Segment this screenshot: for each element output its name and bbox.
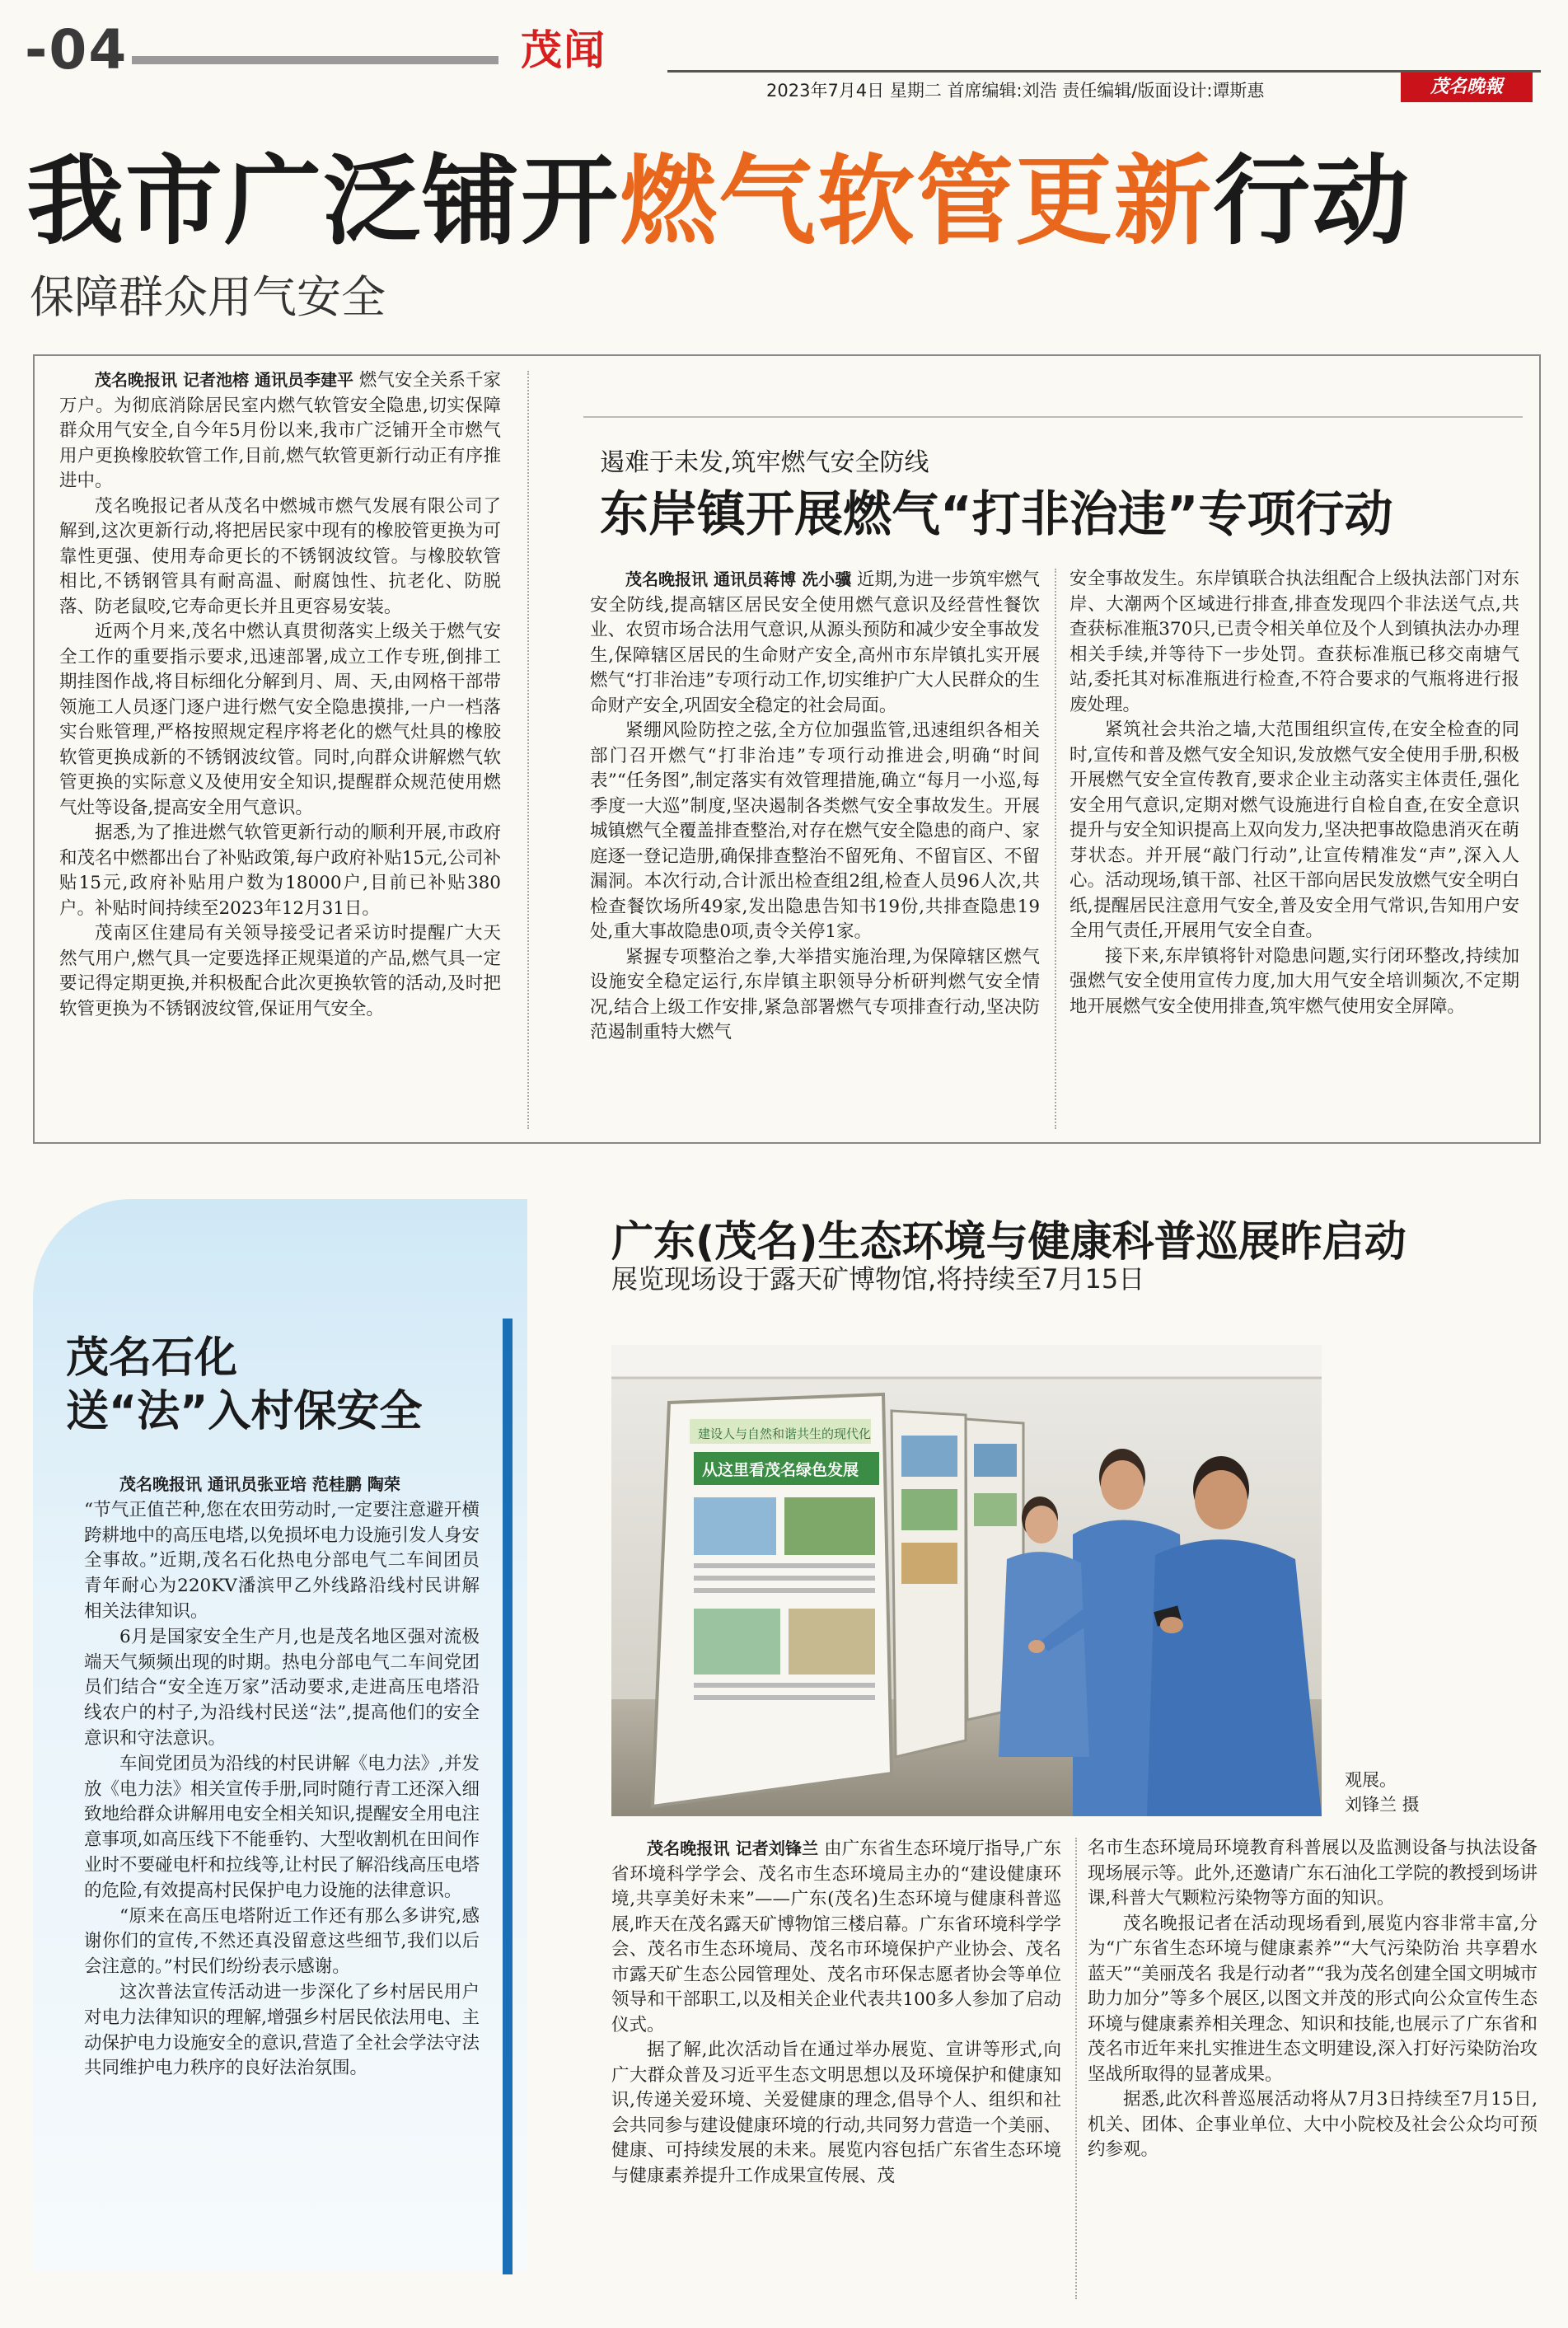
article4-paragraph: 由广东省生态环境厅指导,广东省环境科学学会、茂名市生态环境局主办的“建设健康环境,共享美好未来”——广东(茂名)生态环境与健康科普巡展,昨天在茂名露天矿博物馆三楼启幕。广东省环境科学学会、茂名市生态环境局、茂名市环境保护产业协会、茂名市露天矿生态公园管理处、茂名市环保志愿者协会等单位领导和干部职工,以及相关企业代表共100多人参加了启动仪式。 [611,1839,1061,2035]
column-divider [527,371,529,1129]
article2-paragraph: 紧筑社会共治之墙,大范围组织宣传,在安全检查的同时,宣传和普及燃气安全知识,发放燃气安全使用手册,积极开展燃气安全宣传教育,要求企业主动落实主体责任,强化安全用气意识,定期对燃气设施进行自检自查,在安全意识提升与安全知识提高上双向发力,坚决把事故隐患消灭在萌芽状态。并开展“敲门行动”,让宣传精准发“声”,深入人心。活动现场,镇干部、社区干部向居民发放燃气安全明白纸,提醒居民注意用气安全,普及安全用气常识,告知用户安全用气责任,开展用气安全自查。 [1070,719,1519,941]
article4-title: 广东(茂名)生态环境与健康科普巡展昨启动 [611,1218,1407,1267]
page-number: -04 [25,18,129,82]
photo-credit: 刘锋兰 摄 [1345,1795,1420,1815]
article3-byline: 茂名晚报讯 通讯员张亚培 范桂鹏 陶荣 [119,1474,400,1494]
article2-kicker: 遏难于未发,筑牢燃气安全防线 [600,448,929,477]
article4-paragraph: 据悉,此次科普巡展活动将从7月3日持续至7月15日,机关、团体、企事业单位、大中小院校及社会公众均可预约参观。 [1088,2089,1538,2160]
sidebar-title-line2: 送“法”入村保安全 [66,1387,423,1436]
section-label: 茂闻 [521,26,606,74]
column-divider [1055,569,1056,1129]
article1-paragraph: 燃气安全关系千家万户。为彻底消除居民室内燃气软管安全隐患,切实保障群众用气安全,自今年5月份以来,我市广泛铺开全市燃气用户更换橡胶软管工作,目前,燃气软管更新行动正有序推进中。 [59,370,501,491]
article3-paragraph: 6月是国家安全生产月,也是茂名地区强对流极端天气频频出现的时期。热电分部电气二车间党团员们结合“安全连万家”活动要求,走进高压电塔沿线农户的村子,为沿线村民送“法”,提高他们的安全意识和守法意识。 [84,1626,480,1749]
photo-board-title: 从这里看茂名绿色发展 [702,1461,859,1479]
article2-paragraph: 紧握专项整治之拳,大举措实施治理,为保障辖区燃气设施安全稳定运行,东岸镇主职领导分析研判燃气安全情况,结合上级工作安排,紧急部署燃气专项排查行动,坚决防范遏制重特大燃气 [590,946,1040,1042]
article2-paragraph: 近期,为进一步筑牢燃气安全防线,提高辖区居民安全使用燃气意识及经营性餐饮业、农贸市场合法用气意识,从源头预防和减少安全事故发生,保障辖区居民的生命财产安全,高州市东岸镇扎实开展燃气“打非治违”专项行动工作,切实维护广大人民群众的生命财产安全,巩固安全稳定的社会局面。 [590,569,1040,716]
article2-byline: 茂名晚报讯 通讯员蒋博 冼小骥 [625,569,852,589]
box-right-border [1539,354,1541,1144]
article4-col2 [1088,1836,1538,2163]
box-bottom-border [33,1142,1541,1144]
sidebar-accent-bar [503,1319,513,2274]
article3-paragraph: “节气正值芒种,您在农田劳动时,一定要注意避开横跨耕地中的高压电塔,以免损坏电力设施引发人身安全事故。”近期,茂名石化热电分部电气二车间团员青年耐心为220KV潘滨甲乙外线路沿线村民讲解相关法律知识。 [84,1499,480,1622]
exhibition-photo [611,1345,1322,1816]
article1-byline: 茂名晚报讯 记者池榕 通讯员李建平 [95,370,354,390]
article1-body [59,368,501,1022]
article2-paragraph: 安全事故发生。东岸镇联合执法组配合上级执法部门对东岸、大潮两个区域进行排查,排查发现四个非法送气点,共查获标准瓶370只,已责令相关单位及个人到镇执法办办理相关手续,并等待下一步处罚。查获标准瓶已移交南塘气站,委托其对标准瓶进行检查,不符合要求的气瓶将进行报废处理。 [1070,569,1519,715]
masthead-rule [132,56,498,64]
article3-body [84,1472,480,2082]
article1-paragraph: 据悉,为了推进燃气软管更新行动的顺利开展,市政府和茂名中燃都出台了补贴政策,每户政府补贴15元,公司补贴15元,政府补贴用户数为18000户,目前已补贴380户。补贴时间持续至2023年12月31日。 [59,822,501,919]
headline-pre: 我市广泛铺开 [26,144,620,258]
article4-paragraph: 名市生态环境局环境教育科普展以及监测设备与执法设备现场展示等。此外,还邀请广东石油化工学院的教授到场讲课,科普大气颗粒污染物等方面的知识。 [1088,1838,1538,1909]
article1-paragraph: 茂名晚报记者从茂名中燃城市燃气发展有限公司了解到,这次更新行动,将把居民家中现有的橡胶管更换为可靠性更强、使用寿命更长的不锈钢波纹管。与橡胶软管相比,不锈钢管具有耐高温、耐腐蚀性、抗老化、防脱落、防老鼠咬,它寿命更长并且更容易安装。 [59,495,501,617]
box-left-border [33,354,35,1144]
article2-col2 [1070,567,1519,1019]
article3-paragraph: “原来在高压电塔附近工作还有那么多讲究,感谢你们的宣传,不然还真没留意这些细节,我们以后会注意的。”村民们纷纷表示感谢。 [84,1905,480,1978]
article2-col1 [590,567,1040,1046]
article3-paragraph: 这次普法宣传活动进一步深化了乡村居民用户对电力法律知识的理解,增强乡村居民依法用电、主动保护电力设施安全的意识,营造了全社会学法守法共同维护电力秩序的良好法治氛围。 [84,1981,480,2079]
box-top-border [33,354,1541,356]
article2-top-rule [583,416,1523,418]
column-divider [1075,1838,1077,2299]
article1-paragraph: 茂南区住建局有关领导接受记者采访时提醒广大天然气用户,燃气具一定要选择正规渠道的产品,燃气具一定要记得定期更换,并积极配合此次更换软管的活动,及时把软管更换为不锈钢波纹管,保证用气安全。 [59,923,501,1019]
article4-paragraph: 茂名晚报记者在活动现场看到,展览内容非常丰富,分为“广东省生态环境与健康素养”“大气污染防治 共享碧水蓝天”“美丽茂名 我是行动者”“我为茂名创建全国文明城市助力加分”等多个展区,以图文并茂的形式向公众宣传生态环境与健康素养相关理念、知识和技能,也展示了广东省和茂名市近年来扎实推进生态文明建设,深入打好污染防治攻坚战所取得的显著成果。 [1088,1913,1538,2085]
photo-caption [1345,1768,1420,1817]
article4-paragraph: 据了解,此次活动旨在通过举办展览、宣讲等形式,向广大群众普及习近平生态文明思想以及环境保护和健康知识,传递关爱环境、关爱健康的理念,倡导个人、组织和社会共同参与建设健康环境的行动,共同努力营造一个美丽、健康、可持续发展的未来。展览内容包括广东省生态环境与健康素养提升工作成果宣传展、茂 [611,2040,1061,2186]
svg-text:建设人与自然和谐共生的现代化: 建设人与自然和谐共生的现代化 [698,1426,872,1441]
article2-paragraph: 紧绷风险防控之弦,全方位加强监管,迅速组织各相关部门召开燃气“打非治违”专项行动推进会,明确“时间表”“任务图”,制定落实有效管理措施,确立“每月一小巡,每季度一大巡”制度,坚决遏制各类燃气安全事故发生。开展城镇燃气全覆盖排查整治,对存在燃气安全隐患的商户、家庭逐一登记造册,确保排查整治不留死角、不留盲区、不留漏洞。本次行动,合计派出检查组2组,检查人员96人次,共检查餐饮场所49家,发出隐患告知书19份,共排查隐患19处,重大事故隐患0项,责令关停1家。 [590,720,1040,942]
article4-byline: 茂名晚报讯 记者刘锋兰 [647,1839,819,1858]
headline-highlight: 燃气软管更新 [620,144,1214,258]
headline-post: 行动 [1213,144,1411,258]
paper-logo: 茂名晚報 [1401,73,1533,102]
article4-col1 [611,1836,1061,2189]
dateline: 2023年7月4日 星期二 首席编辑:刘浩 责任编辑/版面设计:谭斯惠 [766,81,1265,101]
photo-caption-text: 观展。 [1345,1770,1397,1790]
exhibition-photo-illustration [611,1345,1322,1816]
article4-subtitle: 展览现场设于露天矿博物馆,将持续至7月15日 [611,1263,1145,1295]
sidebar-title-line1: 茂名石化 [66,1333,238,1383]
article1-paragraph: 近两个月来,茂名中燃认真贯彻落实上级关于燃气安全工作的重要指示要求,迅速部署,成立工作专班,倒排工期挂图作战,将目标细化分解到月、周、天,由网格干部带领施工人员逐门逐户进行燃气安全隐患摸排,一户一档落实台账管理,严格按照规定程序将老化的燃气灶具的橡胶软管更换成新的不锈钢波纹管。同时,向群众讲解燃气软管更换的实际意义及使用安全知识,提醒群众规范使用燃气灶等设备,提高安全用气意识。 [59,621,501,818]
article3-paragraph: 车间党团员为沿线的村民讲解《电力法》,并发放《电力法》相关宣传手册,同时随行青工还深入细致地给群众讲解用电安全相关知识,提醒安全用电注意事项,如高压线下不能垂钓、大型收割机在田间作业时不要碰电杆和拉线等,让村民了解沿线高压电塔的危险,有效提高村民保护电力设施的法律意识。 [84,1753,480,1901]
main-headline [26,144,1411,258]
article2-paragraph: 接下来,东岸镇将针对隐患问题,实行闭环整改,持续加强燃气安全使用宣传力度,加大用气安全培训频次,不定期地开展燃气安全使用排查,筑牢燃气使用安全屏障。 [1070,945,1519,1017]
article2-title: 东岸镇开展燃气“打非治违”专项行动 [600,485,1393,542]
main-subheadline: 保障群众用气安全 [30,271,386,323]
